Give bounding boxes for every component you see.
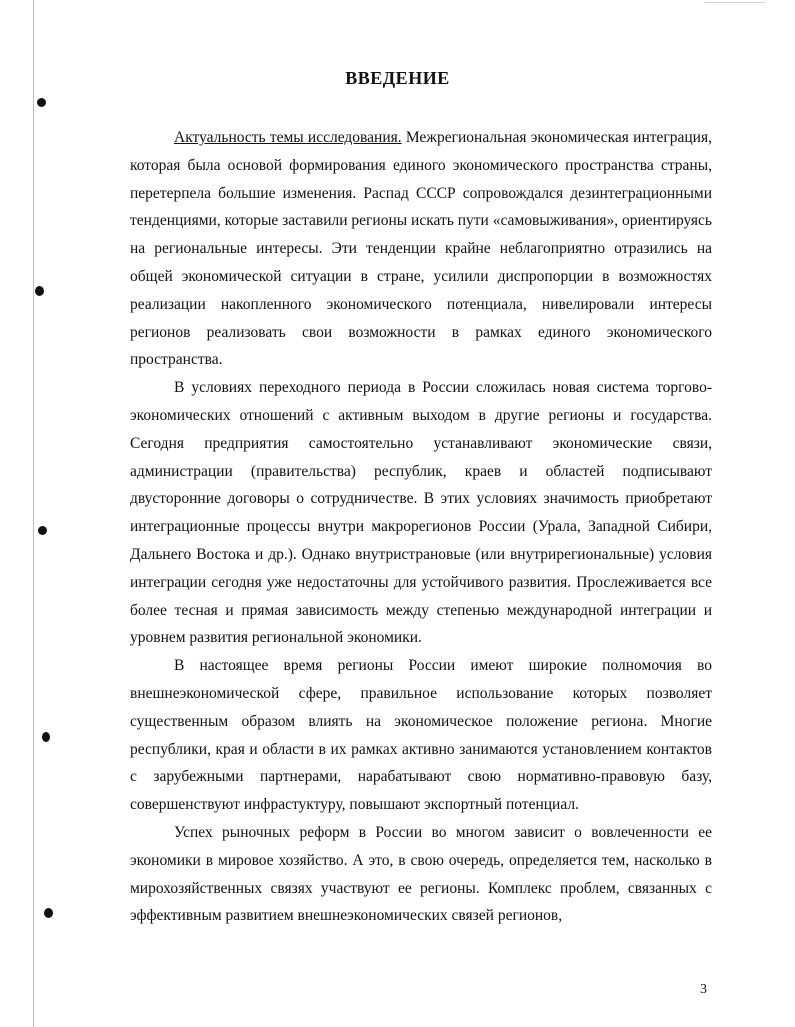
paragraph-4: Успех рыночных реформ в России во многом зависит о вовлеченности ее экономики в мировое хозяйство. А это, в свою очередь, определяется тем, насколько в мирохозяйственных связях участвуют ее регионы. Комплекс проблем, связанных с эффективным развитием внешнеэкономических связей регионов, (130, 823, 712, 925)
paragraph-2: В условиях переходного периода в России сложилась новая система торгово-экономических отношений с активным выходом в другие регионы и государства. Сегодня предприятия самостоятельно устанавливают экономические связи, администрации (правительства) республик, краев и областей подписывают двусторонние договоры о сотрудничестве. В этих условиях значимость приобретают интеграционные процессы внутри макрорегионов России (Урала, Западной Сибири, Дальнего Востока и др.). Однако внутристрановые (или внутрирегиональные) условия интеграции сегодня уже недостаточны для устойчивого развития. Прослеживается все более тесная и прямая зависимость между степенью международной интеграции и уровнем развития региональной экономики. (130, 379, 712, 647)
page-number: 3 (700, 982, 707, 997)
paragraph-text: Межрегиональная экономическая интеграция, которая была основой формирования единого экономического пространства страны, перетерпела большие изменения. Распад СССР сопровождался дезинтеграционными тенденциями, которые заставили регионы искать пути «самовыживания», ориентируясь на региональные интересы. Эти тенденции крайне неблагоприятно отразились на общей экономической ситуации в стране, усилили диспропорции в возможностях реализации накопленного экономического потенциала, нивелировали интересы регионов реализовать свои возможности в рамках единого экономического пространства. (130, 129, 712, 369)
document-body (130, 124, 712, 930)
paragraph-1 (130, 124, 712, 374)
page-title: ВВЕДЕНИЕ (345, 68, 450, 88)
scan-top-mark (705, 2, 765, 3)
binder-hole-mark (42, 732, 50, 742)
paragraph-3: В настоящее время регионы России имеют широкие полномочия во внешнеэкономической сфере, правильное использование которых позволяет существенным образом влиять на экономическое положение региона. Многие республики, края и области в их рамках активно занимаются установлением контактов с зарубежными партнерами, нарабатывают свою нормативно-правовую базу, совершенствуют инфрастуктуру, повышают экспортный потенциал. (130, 657, 712, 814)
scan-edge-line (33, 0, 34, 1027)
paragraph-lead-heading: Актуальность темы исследования. (174, 129, 402, 146)
binder-hole-mark (37, 98, 46, 107)
binder-hole-mark (35, 286, 44, 296)
binder-hole-mark (44, 908, 53, 918)
binder-hole-mark (38, 526, 47, 535)
